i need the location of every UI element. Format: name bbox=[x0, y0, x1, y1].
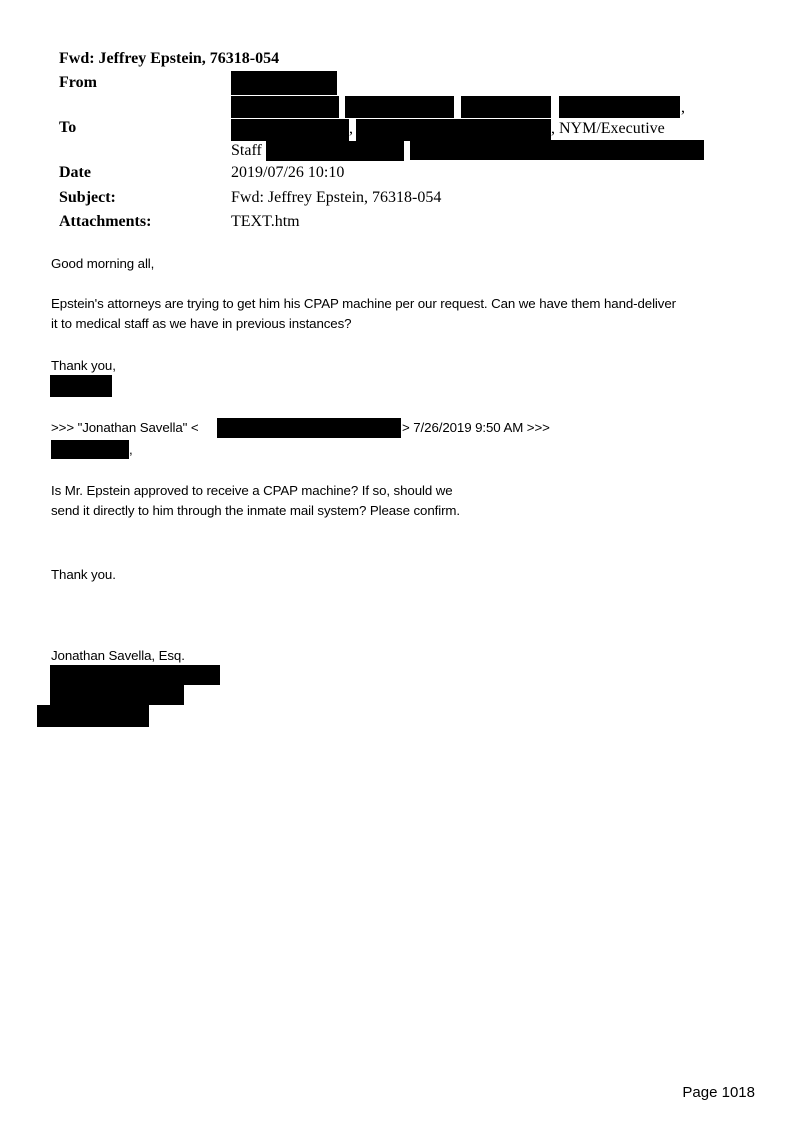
thanks-line-2: Thank you. bbox=[51, 567, 116, 582]
to-line2-tail: , NYM/Executive bbox=[551, 120, 665, 137]
to-redaction-4 bbox=[559, 96, 680, 118]
paragraph-1-line-2: it to medical staff as we have in previous instances? bbox=[51, 316, 352, 331]
to-redaction-8 bbox=[410, 140, 704, 160]
to-line1-comma: , bbox=[681, 99, 685, 116]
forward-email-redaction bbox=[217, 418, 401, 438]
subject-value: Fwd: Jeffrey Epstein, 76318-054 bbox=[231, 189, 442, 206]
salutation-redaction bbox=[51, 440, 129, 459]
from-label: From bbox=[59, 74, 97, 91]
page-number: Page 1018 bbox=[682, 1084, 755, 1101]
to-redaction-6 bbox=[356, 119, 551, 141]
date-label: Date bbox=[59, 164, 91, 181]
forward-header-prefix: >>> "Jonathan Savella" < bbox=[51, 420, 199, 435]
paragraph-1-line-1: Epstein's attorneys are trying to get him his CPAP machine per our request. Can we have them hand-deliver bbox=[51, 296, 676, 311]
signature-redaction-2 bbox=[50, 685, 184, 705]
attachments-value: TEXT.htm bbox=[231, 213, 300, 230]
to-redaction-1 bbox=[231, 96, 339, 118]
to-redaction-7 bbox=[266, 141, 404, 161]
from-redaction bbox=[231, 71, 337, 95]
to-redaction-2 bbox=[345, 96, 454, 118]
salutation-comma: , bbox=[129, 442, 133, 457]
to-label: To bbox=[59, 119, 77, 136]
email-title: Fwd: Jeffrey Epstein, 76318-054 bbox=[59, 50, 280, 67]
signature-redaction-1 bbox=[50, 665, 220, 685]
question-line-2: send it directly to him through the inmate mail system? Please confirm. bbox=[51, 503, 460, 518]
to-redaction-3 bbox=[461, 96, 551, 118]
signature-redaction-3 bbox=[37, 705, 149, 727]
signature-name: Jonathan Savella, Esq. bbox=[51, 648, 185, 663]
greeting: Good morning all, bbox=[51, 256, 155, 271]
date-value: 2019/07/26 10:10 bbox=[231, 164, 345, 181]
to-line3-head: Staff bbox=[231, 142, 262, 159]
attachments-label: Attachments: bbox=[59, 213, 152, 230]
sender-name-redaction bbox=[50, 375, 112, 397]
to-line2-comma: , bbox=[349, 120, 353, 137]
forward-header-suffix: > 7/26/2019 9:50 AM >>> bbox=[402, 420, 550, 435]
to-redaction-5 bbox=[231, 119, 349, 141]
thanks-line: Thank you, bbox=[51, 358, 116, 373]
subject-label: Subject: bbox=[59, 189, 116, 206]
question-line-1: Is Mr. Epstein approved to receive a CPAP machine? If so, should we bbox=[51, 483, 453, 498]
